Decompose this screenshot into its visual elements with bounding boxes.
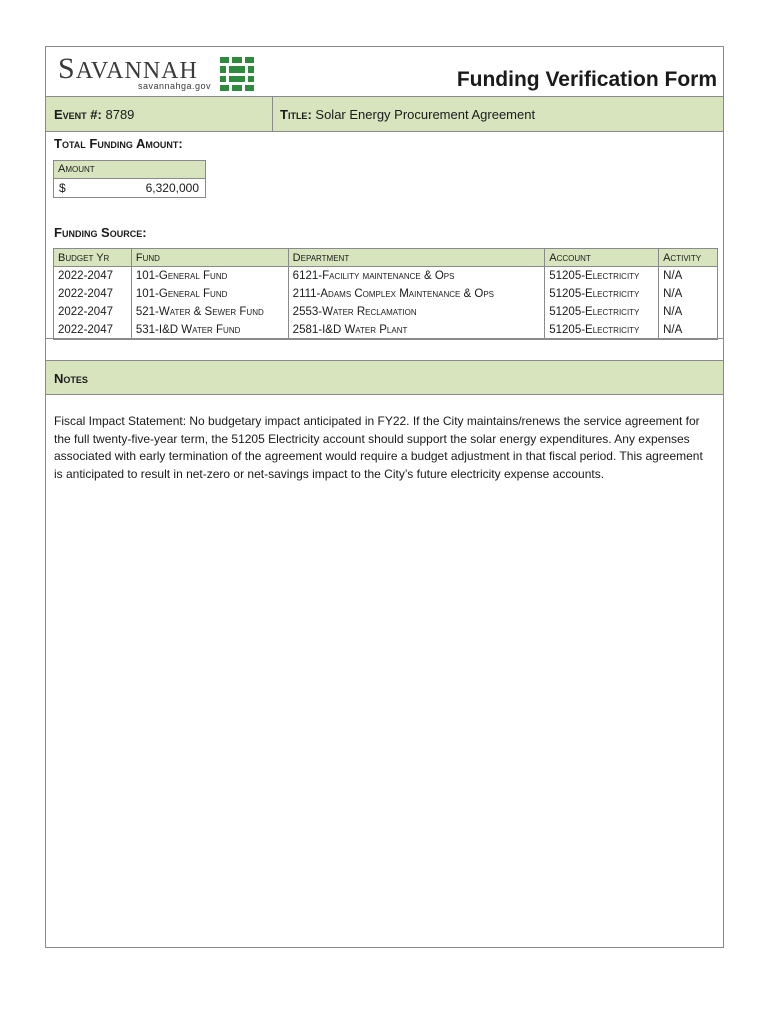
- cell-fund: 101-General Fund: [131, 285, 288, 303]
- table-row: [54, 267, 718, 286]
- cell-account: 51205-Electricity: [545, 303, 659, 321]
- event-title-value: Solar Energy Procurement Agreement: [315, 107, 536, 122]
- form-title: Funding Verification Form: [456, 68, 717, 91]
- event-band: [46, 96, 723, 132]
- col-fund: Fund: [131, 249, 288, 267]
- cell-department: 6121-Facility maintenance & Ops: [288, 267, 545, 286]
- cell-department: 2553-Water Reclamation: [288, 303, 545, 321]
- col-account: Account: [545, 249, 659, 267]
- event-title-cell: [280, 107, 535, 122]
- cell-activity: N/A: [659, 285, 718, 303]
- col-department: Department: [288, 249, 545, 267]
- event-title-label: Title:: [280, 107, 312, 122]
- cell-fund: 101-General Fund: [131, 267, 288, 286]
- event-number-cell: [54, 107, 134, 122]
- cell-budget-yr: 2022-2047: [54, 303, 132, 321]
- amount-value: 6,320,000: [145, 181, 199, 195]
- cell-budget-yr: 2022-2047: [54, 267, 132, 286]
- col-activity: Activity: [659, 249, 718, 267]
- cell-account: 51205-Electricity: [545, 285, 659, 303]
- cell-fund: 521-Water & Sewer Fund: [131, 303, 288, 321]
- cell-activity: N/A: [659, 267, 718, 286]
- amount-row: [54, 179, 205, 197]
- funding-source-table: [53, 248, 718, 340]
- cell-activity: N/A: [659, 321, 718, 340]
- logo-wordmark: SAVANNAH: [58, 52, 198, 85]
- city-square-grid-icon: [219, 56, 255, 92]
- logo-url: savannahga.gov: [138, 81, 212, 91]
- cell-budget-yr: 2022-2047: [54, 321, 132, 340]
- amount-header: Amount: [54, 161, 205, 179]
- notes-text: Fiscal Impact Statement: No budgetary impact anticipated in FY22. If the City maintains/renews the service agreement for the full twenty-five-year term, the 51205 Electricity account should support the solar energy expenditures. Any expenses associated with early termination of the agreement would require a budget adjustment in that fiscal period. This agreement is anticipated to result in net-zero or net-savings impact to the City’s future electricity expense accounts.: [54, 414, 703, 481]
- cell-budget-yr: 2022-2047: [54, 285, 132, 303]
- notes-band: [46, 360, 723, 395]
- cell-fund: 531-I&D Water Fund: [131, 321, 288, 340]
- table-row: [54, 285, 718, 303]
- table-row: [54, 303, 718, 321]
- band-divider: [272, 97, 273, 131]
- cell-department: 2111-Adams Complex Maintenance & Ops: [288, 285, 545, 303]
- amount-box: [53, 160, 206, 198]
- cell-activity: N/A: [659, 303, 718, 321]
- total-funding-label: Total Funding Amount:: [54, 136, 183, 151]
- table-header-row: [54, 249, 718, 267]
- notes-label: Notes: [54, 371, 88, 386]
- funding-source-label: Funding Source:: [54, 225, 147, 240]
- event-number-value: 8789: [105, 107, 135, 122]
- savannah-logo: [58, 54, 258, 96]
- cell-account: 51205-Electricity: [545, 267, 659, 286]
- cell-account: 51205-Electricity: [545, 321, 659, 340]
- table-row: [54, 321, 718, 340]
- cell-department: 2581-I&D Water Plant: [288, 321, 545, 340]
- col-budget-yr: Budget Yr: [54, 249, 132, 267]
- event-number-label: Event #:: [54, 107, 102, 122]
- section-divider: [46, 338, 723, 339]
- amount-currency: $: [59, 181, 66, 195]
